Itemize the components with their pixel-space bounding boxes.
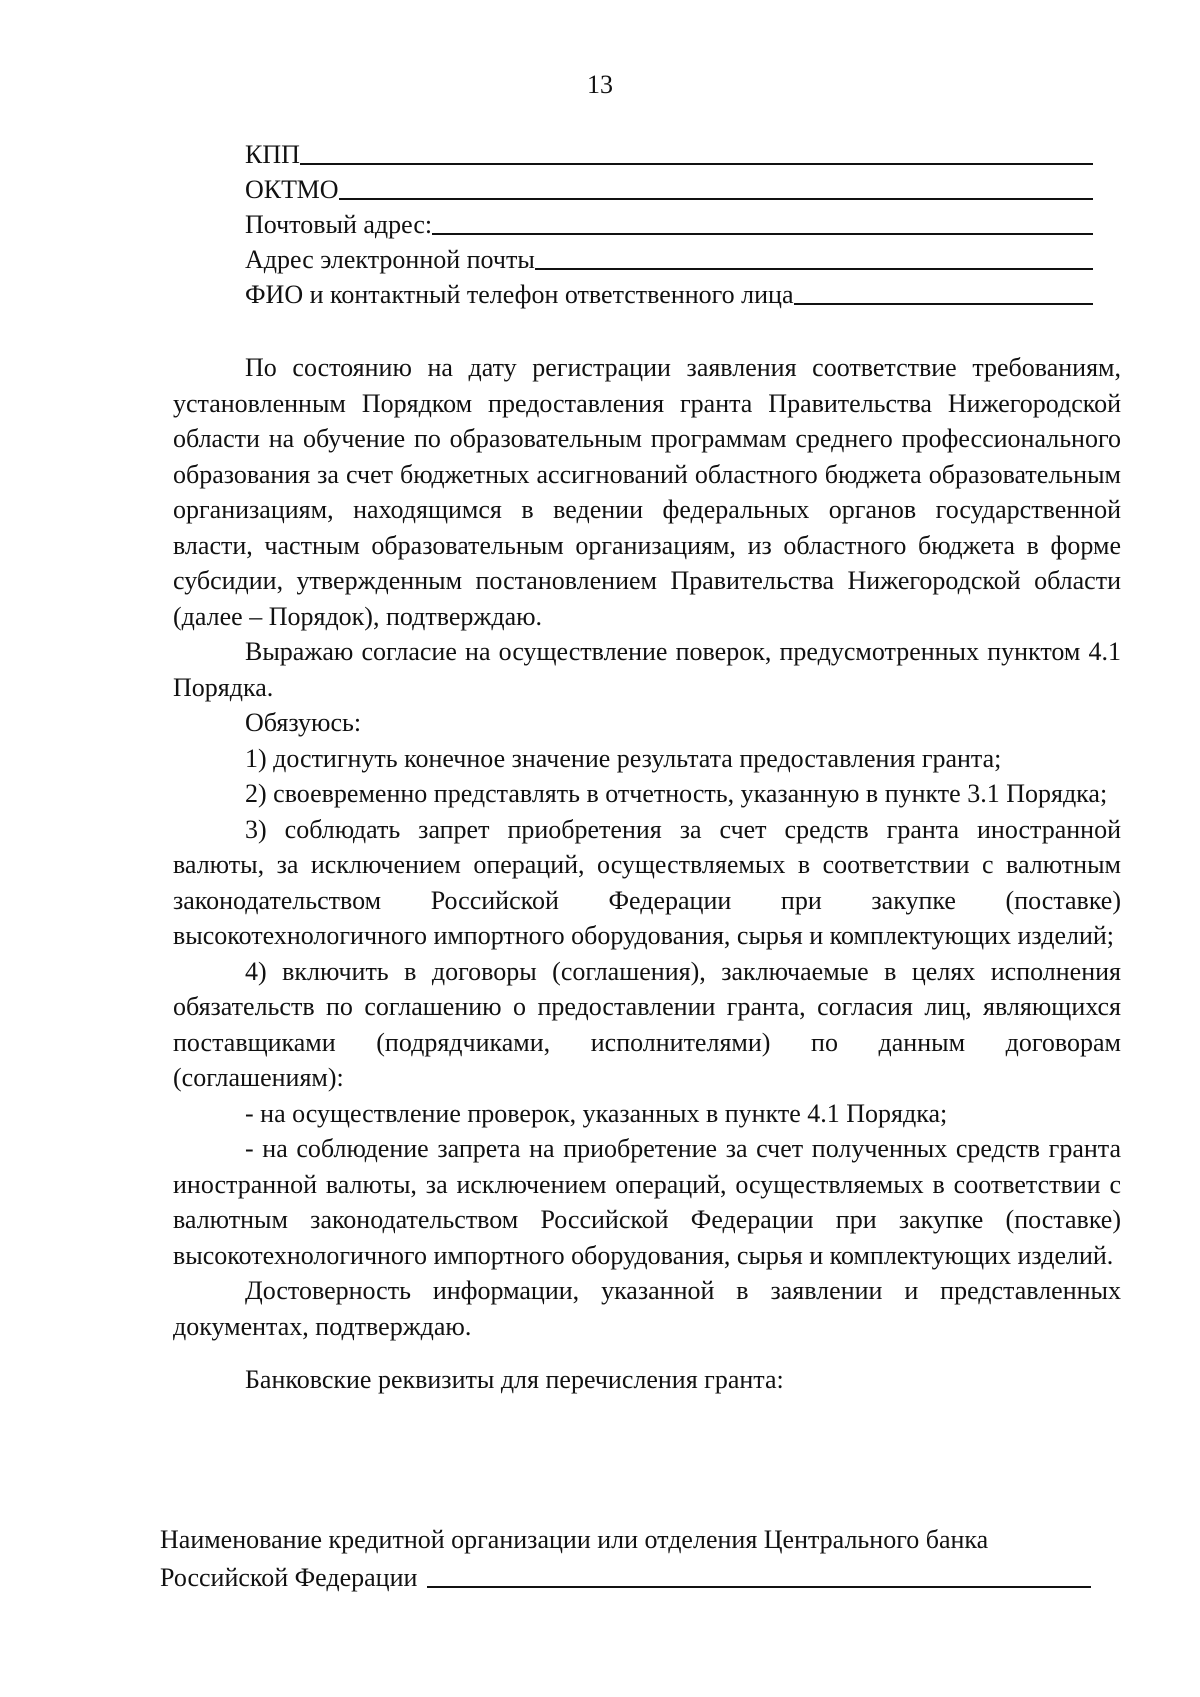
paragraph-obligations-heading: Обязуюсь: xyxy=(245,708,362,737)
field-contact-person xyxy=(245,275,1093,310)
obligation-subitem-2: - на соблюдение запрета на приобретение за счет полученных средств гранта иностранной валюты, за исключением операций, осуществляемых в соответствии с валютным законодательством Российской Федерации при закупке (поставке) высокотехнологичного импортного оборудования, сырья и комплектующих изделий. xyxy=(173,1134,1121,1270)
bank-details xyxy=(160,1522,1121,1593)
paragraph-bank-details-heading: Банковские реквизиты для перечисления гранта: xyxy=(245,1365,784,1394)
field-blank-postal-address[interactable] xyxy=(432,233,1093,235)
field-blank-oktmo[interactable] xyxy=(339,198,1093,200)
obligation-item-3: 3) соблюдать запрет приобретения за счет средств гранта иностранной валюты, за исключением операций, осуществляемых в соответствии с валютным законодательством Российской Федерации при закупке (поставке) высокотехнологичного импортного оборудования, сырья и комплектующих изделий; xyxy=(173,814,1121,950)
obligation-subitem-1: - на осуществление проверок, указанных в пункте 4.1 Порядка; xyxy=(245,1098,948,1128)
field-label-postal-address: Почтовый адрес: xyxy=(245,210,433,239)
field-postal-address xyxy=(245,205,1093,240)
bank-name-field xyxy=(160,1558,1121,1594)
paragraph-reliability: Достоверность информации, указанной в заявлении и представленных документах, подтверждаю. xyxy=(173,1276,1121,1341)
bank-name-label-line1: Наименование кредитной организации или отделения Центрального банка xyxy=(160,1525,989,1554)
document-body xyxy=(173,350,1121,1398)
field-email xyxy=(245,240,1093,275)
field-blank-email[interactable] xyxy=(535,268,1093,270)
obligation-item-1: 1) достигнуть конечное значение результата предоставления гранта; xyxy=(245,743,1002,773)
field-label-kpp: КПП xyxy=(245,140,300,169)
obligation-item-4: 4) включить в договоры (соглашения), заключаемые в целях исполнения обязательств по соглашению о предоставлении гранта, согласия лиц, являющихся поставщиками (подрядчиками, исполнителями) по данным договорам (соглашениям): xyxy=(173,956,1121,1092)
page-number: 13 xyxy=(587,70,613,99)
field-label-email: Адрес электронной почты xyxy=(245,245,535,274)
field-blank-contact-person[interactable] xyxy=(794,303,1093,305)
obligation-item-2: 2) своевременно представлять в отчетность, указанную в пункте 3.1 Порядка; xyxy=(245,779,1108,808)
field-kpp xyxy=(245,135,1093,170)
field-oktmo xyxy=(245,170,1093,205)
bank-name-label-line2: Российской Федерации xyxy=(160,1563,418,1592)
applicant-fields xyxy=(245,135,1093,310)
bank-name-blank[interactable] xyxy=(427,1586,1091,1588)
field-blank-kpp[interactable] xyxy=(300,163,1093,165)
paragraph-consent: Выражаю согласие на осуществление поверок, предусмотренных пунктом 4.1 Порядка. xyxy=(173,637,1121,702)
field-label-oktmo: ОКТМО xyxy=(245,175,339,204)
field-label-contact-person: ФИО и контактный телефон ответственного лица xyxy=(245,280,794,309)
paragraph-compliance: По состоянию на дату регистрации заявления соответствие требованиям, установленным Порядком предоставления гранта Правительства Нижегородской области на обучение по образовательным программам среднего профессионального образования за счет бюджетных ассигнований областного бюджета образовательным организациям, находящимся в ведении федеральных органов государственной власти, частным образовательным организациям, из областного бюджета в форме субсидии, утвержденным постановлением Правительства Нижегородской области (далее – Порядок), подтверждаю. xyxy=(173,353,1121,631)
